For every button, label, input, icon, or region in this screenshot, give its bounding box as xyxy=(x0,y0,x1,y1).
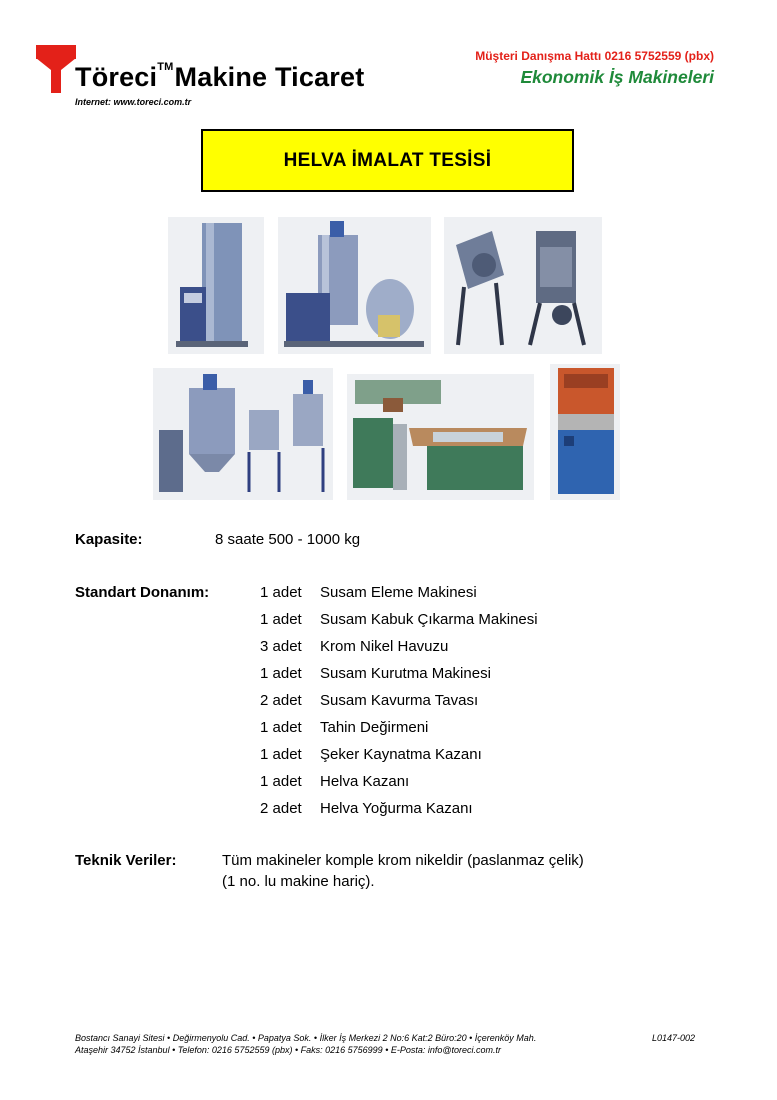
page-title-box xyxy=(201,129,574,192)
trademark: TM xyxy=(157,61,174,73)
photo-sugar-boiler xyxy=(168,217,264,354)
technical-line-2: (1 no. lu makine hariç). xyxy=(222,873,375,890)
photo-cooking-kettle xyxy=(278,217,431,354)
photo-halva-line xyxy=(153,368,333,500)
capacity-value: 8 saate 500 - 1000 kg xyxy=(215,531,361,548)
technical-label: Teknik Veriler: xyxy=(75,852,177,869)
logo-t-icon-right xyxy=(61,58,76,70)
standard-equipment-label: Standart Donanım: xyxy=(75,584,210,601)
footer-doc-code: L0147-002 xyxy=(652,1033,696,1043)
footer-contact: Ataşehir 34752 İstanbul • Telefon: 0216 5752559 (pbx) • Faks: 0216 5756999 • E-Posta: info@toreci.com.tr xyxy=(75,1045,502,1055)
company-name: Töreci™Makine Ticaret xyxy=(75,61,365,92)
photo-sesame-machine xyxy=(444,217,602,354)
technical-line-1: Tüm makineler komple krom nikeldir (paslanmaz çelik) xyxy=(222,852,584,869)
photo-control-cabinet xyxy=(550,364,620,500)
website-link[interactable]: Internet: www.toreci.com.tr xyxy=(75,97,192,107)
logo-t-icon-left xyxy=(36,58,51,70)
footer-address: Bostancı Sanayi Sitesi • Değirmenyolu Cad. • Papatya Sok. • İlker İş Merkezi 2 No:6 Kat:2 Büro:20 • İçerenköy Mah. xyxy=(75,1033,537,1043)
slogan: Ekonomik İş Makineleri xyxy=(520,67,714,87)
capacity-label: Kapasite: xyxy=(75,531,143,548)
photo-kneading-table xyxy=(347,374,534,500)
page-title: HELVA İMALAT TESİSİ xyxy=(283,149,492,171)
hotline: Müşteri Danışma Hattı 0216 5752559 (pbx) xyxy=(475,49,714,63)
logo-t-icon xyxy=(36,45,76,59)
logo-t-icon-stem xyxy=(51,58,61,93)
